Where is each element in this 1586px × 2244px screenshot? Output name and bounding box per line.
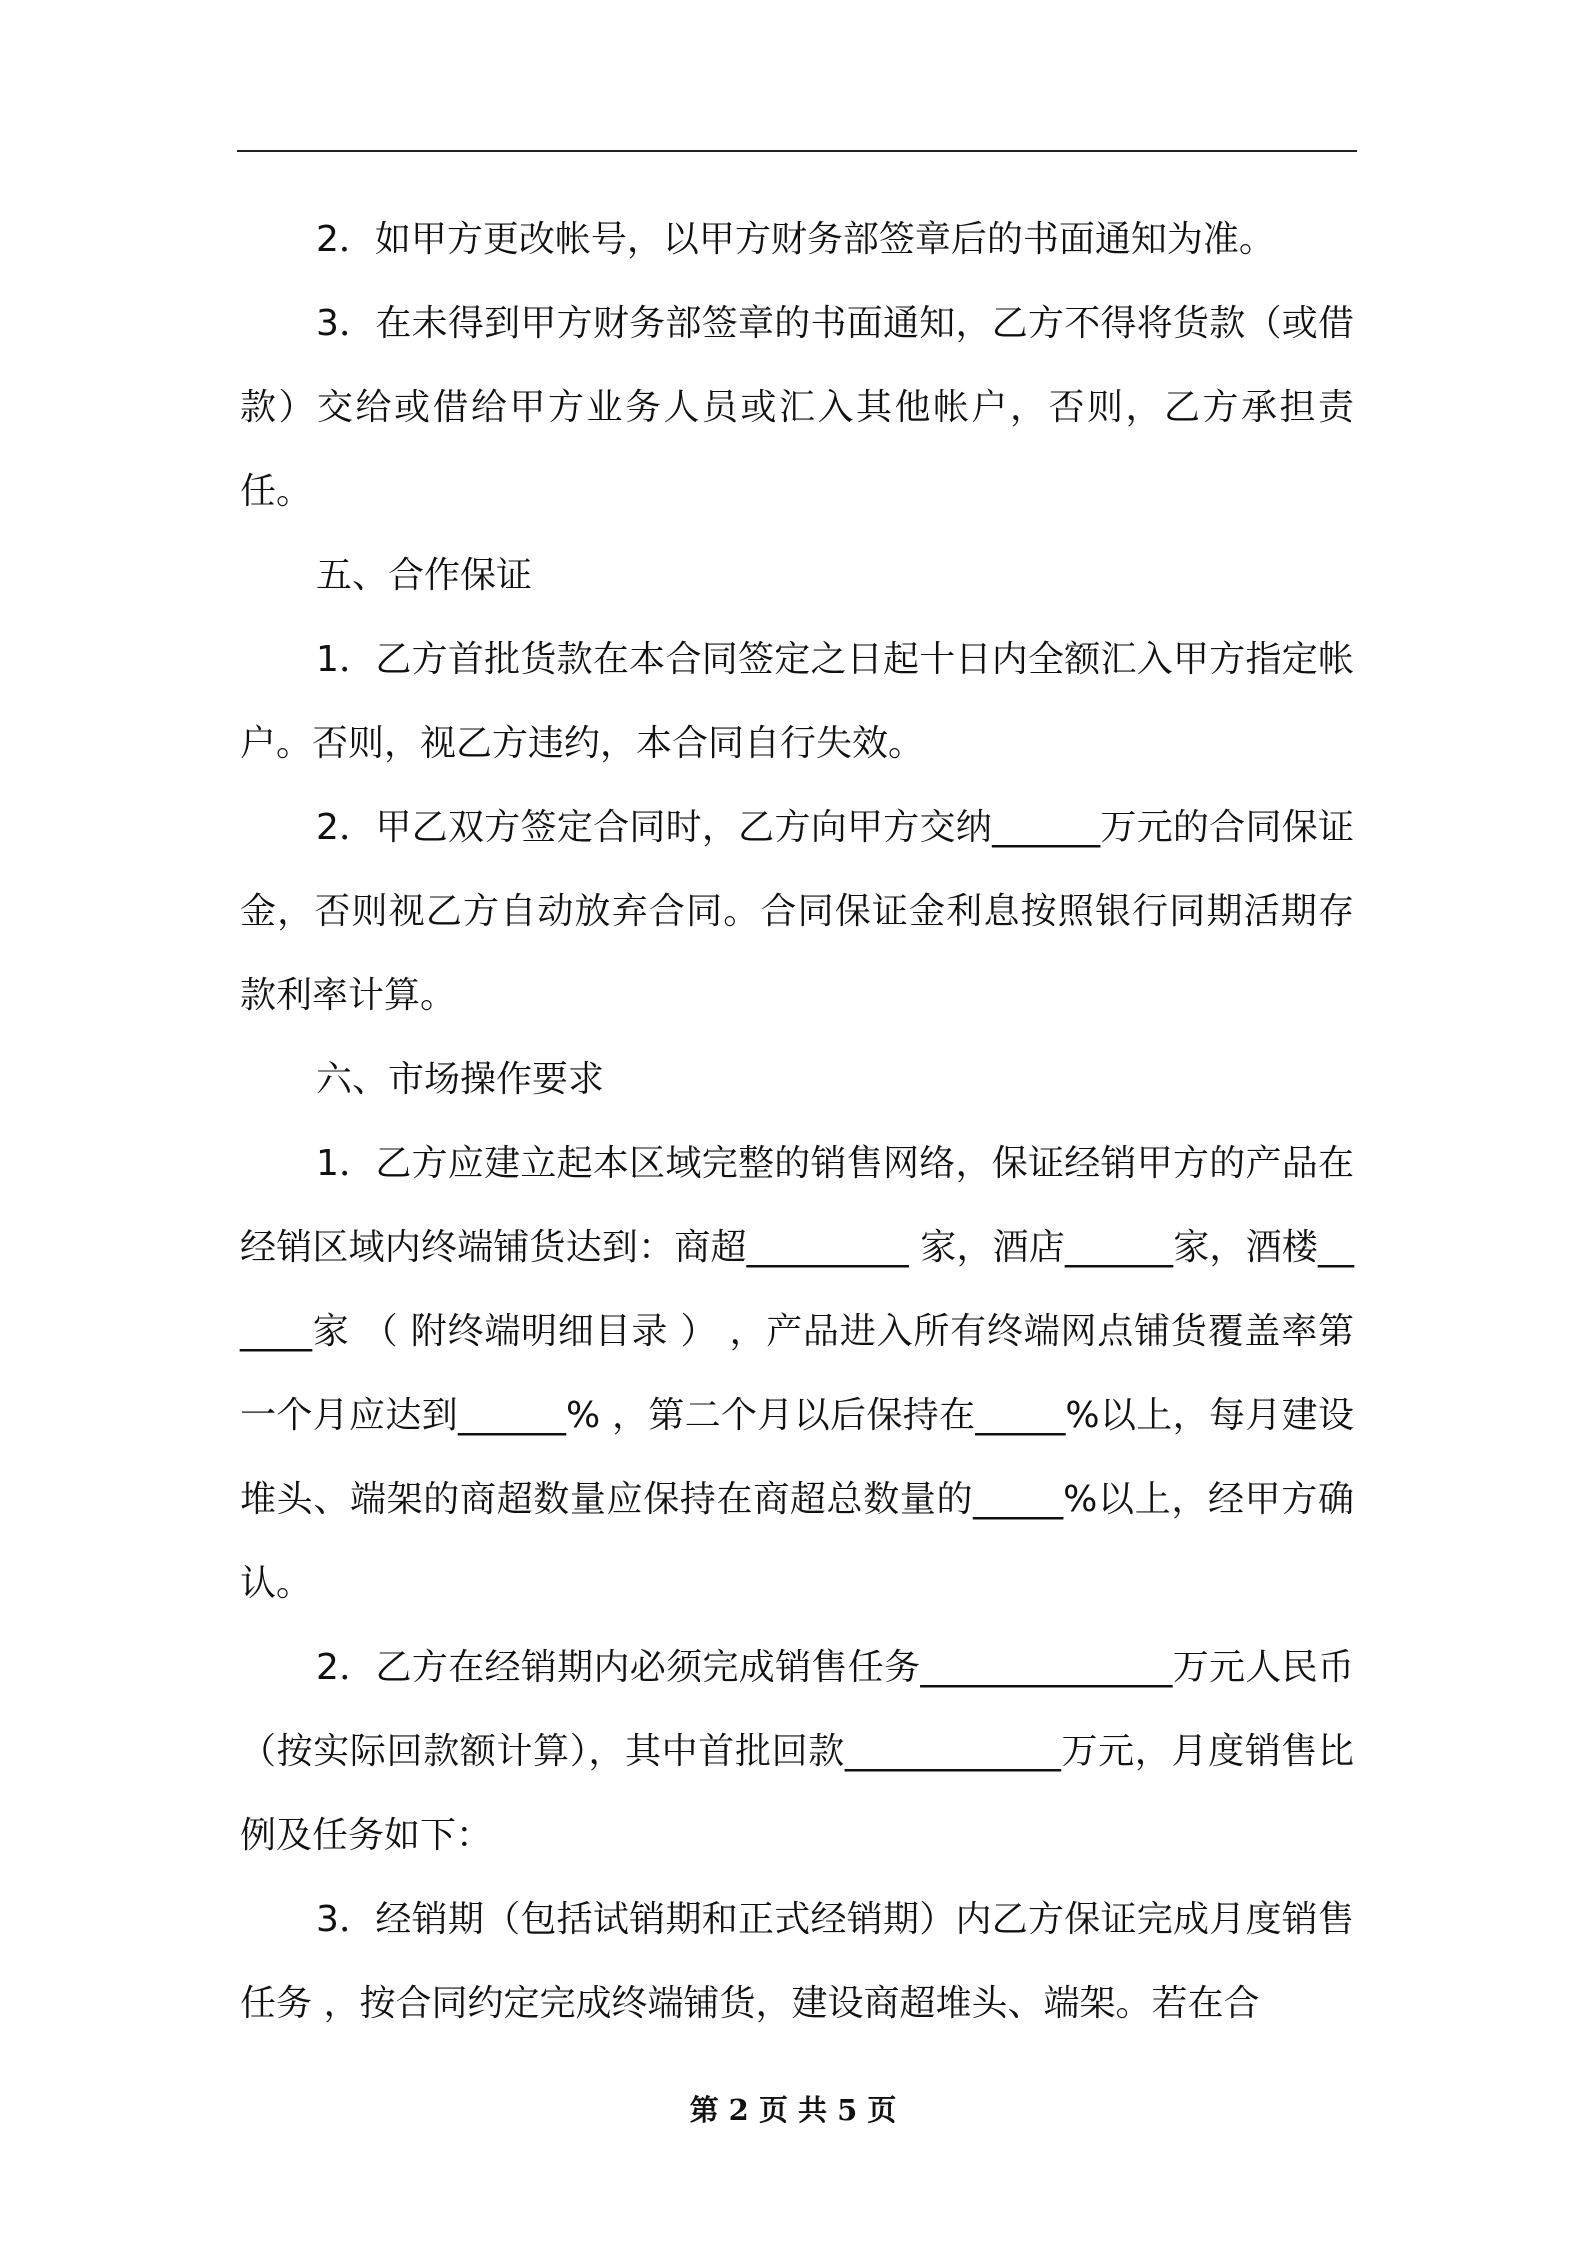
- section-heading-5: 五、合作保证: [316, 555, 533, 596]
- paragraph-clause-6-1: 1．乙方应建立起本区域完整的销售网络，保证经销甲方的产品在经销区域内终端铺货达到：商超_________ 家，酒店______家，酒楼______家 （ 附终端明细目录 ） ，产品进入所有终端网点铺货覆盖率第一个月应达到______% ，第二个月以后保持在_____%以上，每月建设堆头、端架的商超数量应保持在商超总数量的_____%以上，经甲方确认。: [240, 1143, 1354, 1604]
- paragraph-clause-6-2: 2．乙方在经销期内必须完成销售任务______________万元人民币（按实际回款额计算），其中首批回款____________万元，月度销售比例及任务如下：: [240, 1647, 1354, 1856]
- header-rule: [237, 150, 1357, 152]
- document-body: [240, 198, 1354, 2046]
- section-heading-6: 六、市场操作要求: [316, 1059, 605, 1100]
- paragraph-clause-4-3: 3．在未得到甲方财务部签章的书面通知，乙方不得将货款（或借款）交给或借给甲方业务人员或汇入其他帐户，否则，乙方承担责任。: [240, 303, 1354, 512]
- paragraph-clause-4-2: 2．如甲方更改帐号，以甲方财务部签章后的书面通知为准。: [316, 219, 1275, 260]
- paragraph-clause-5-1: 1．乙方首批货款在本合同签定之日起十日内全额汇入甲方指定帐户。否则，视乙方违约，本合同自行失效。: [240, 639, 1354, 764]
- paragraph-clause-6-3: 3．经销期（包括试销期和正式经销期）内乙方保证完成月度销售任务 ，按合同约定完成终端铺货，建设商超堆头、端架。若在合: [240, 1899, 1354, 2024]
- page-number-footer: 第 2 页 共 5 页: [689, 2093, 897, 2127]
- paragraph-clause-5-2: 2．甲乙双方签定合同时，乙方向甲方交纳______万元的合同保证金，否则视乙方自动放弃合同。合同保证金利息按照银行同期活期存款利率计算。: [240, 807, 1354, 1016]
